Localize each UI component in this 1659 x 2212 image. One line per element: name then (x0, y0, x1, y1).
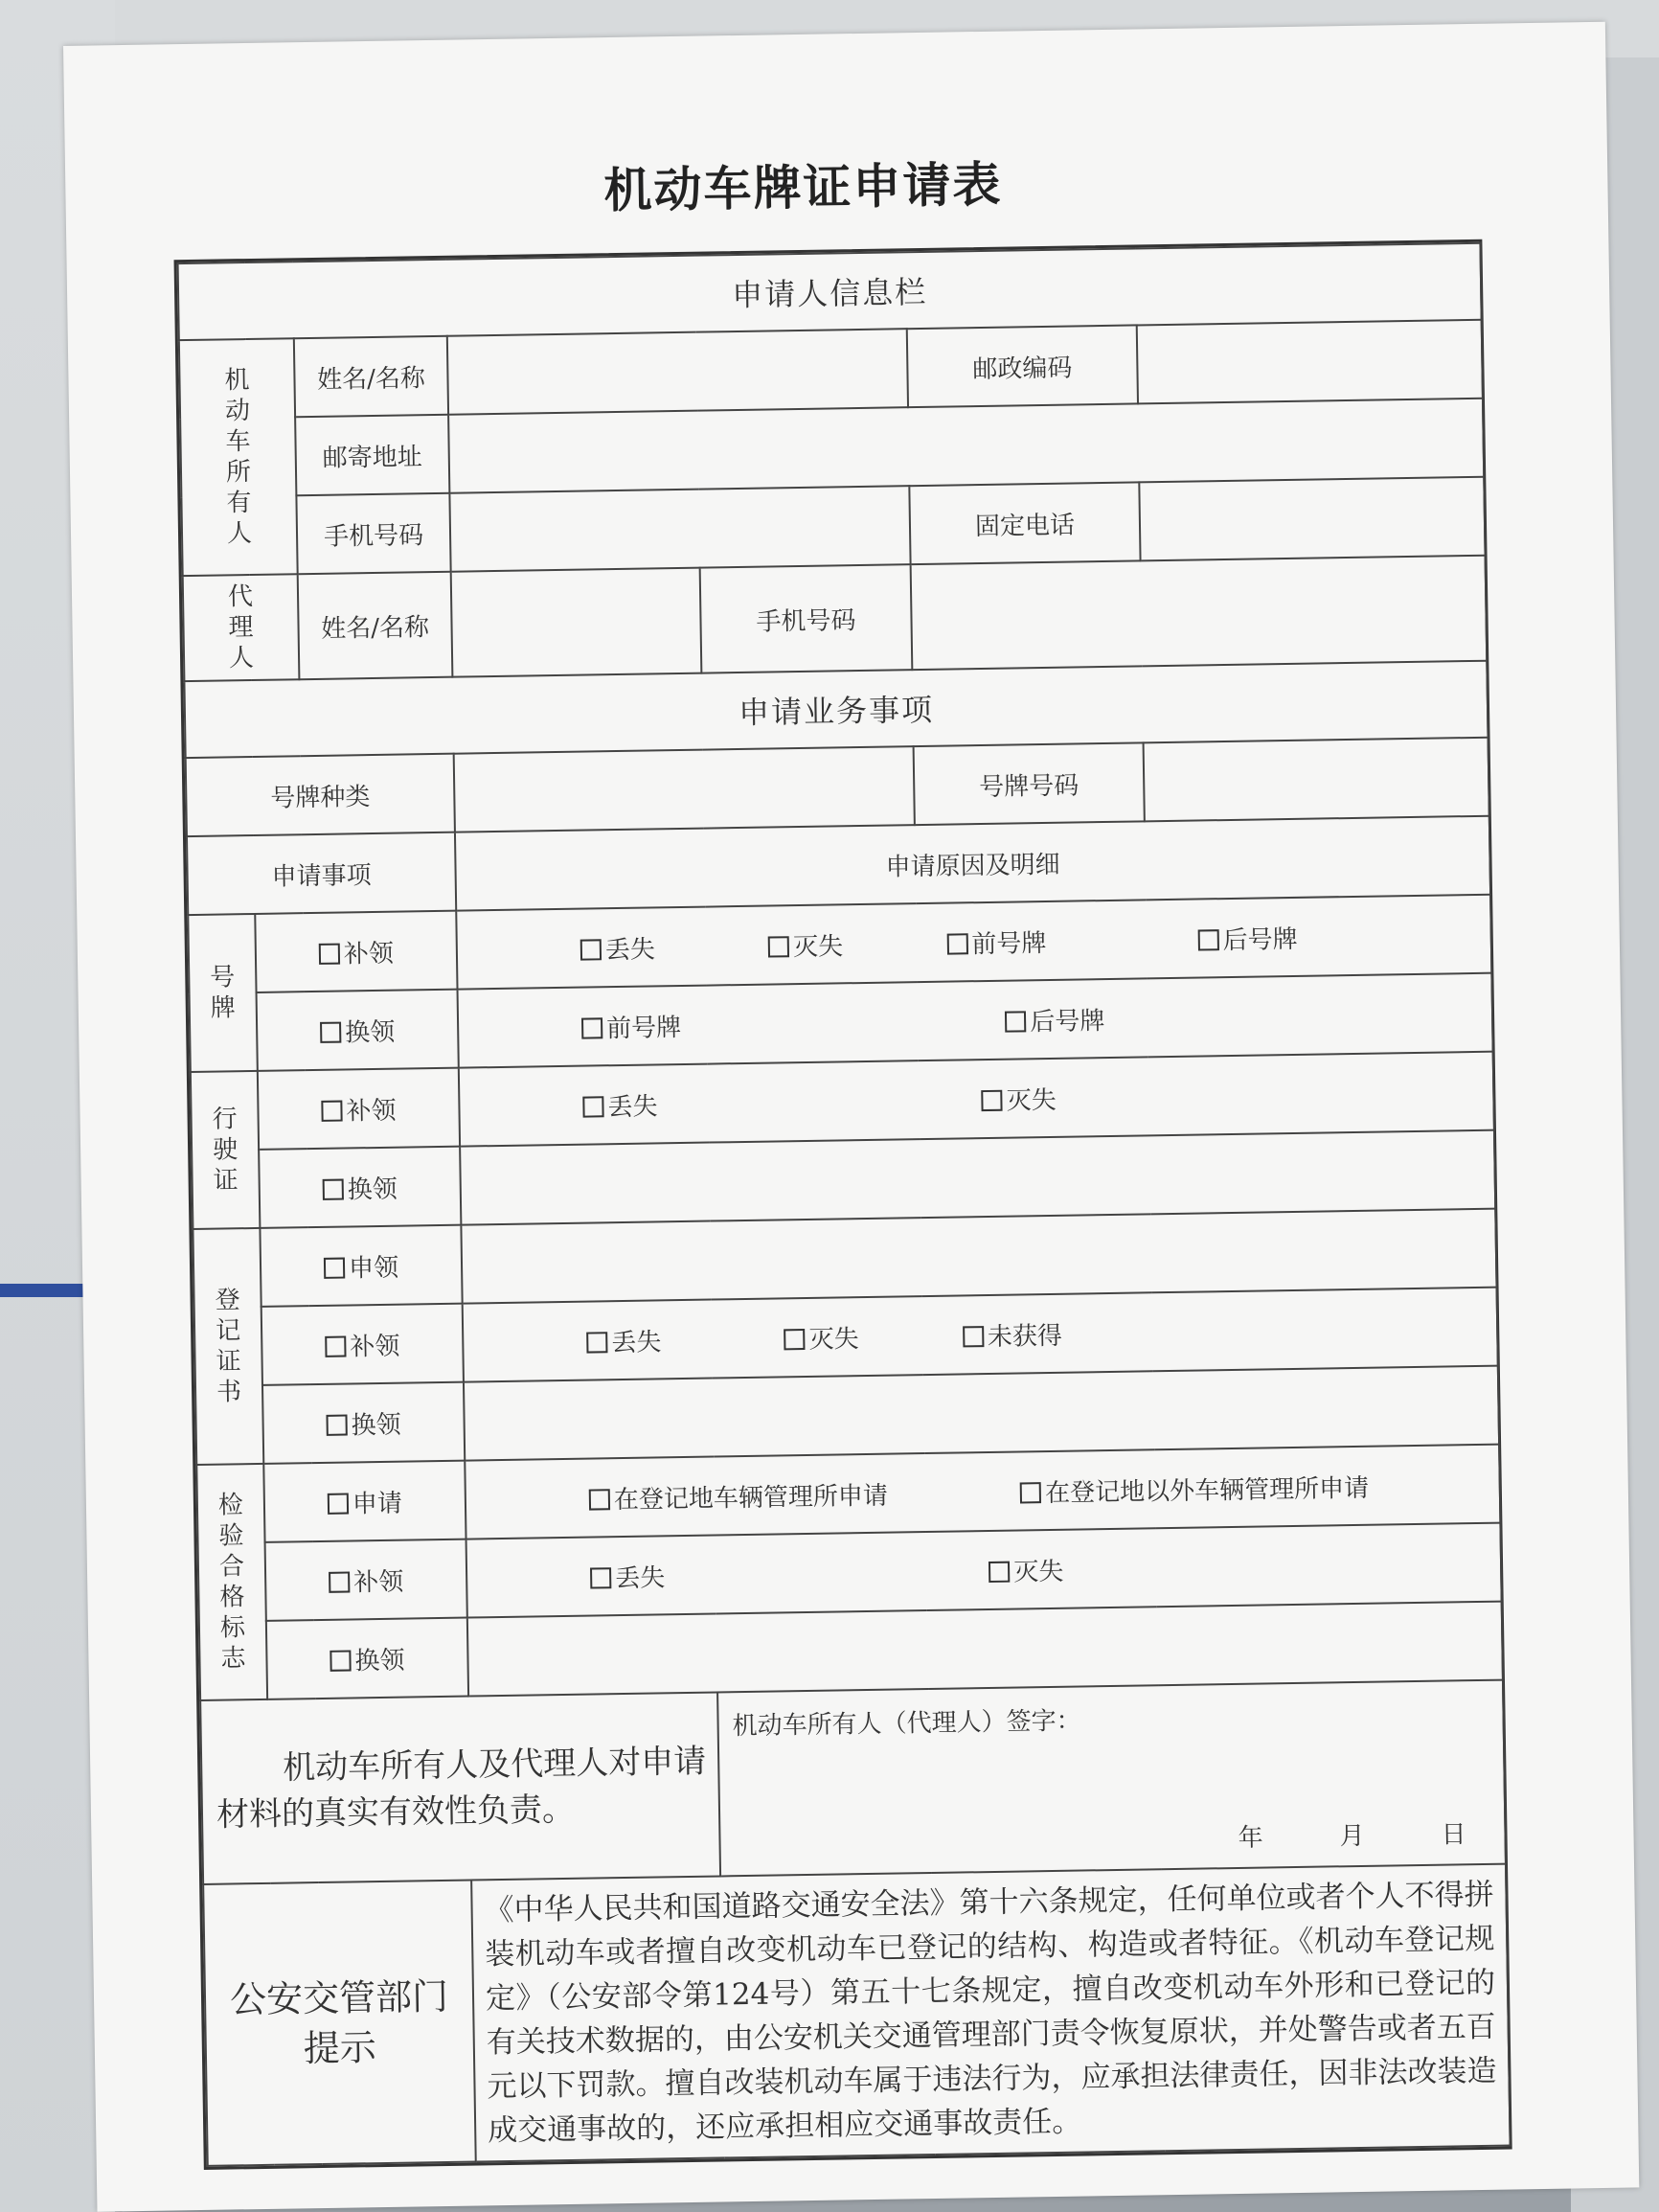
agent-name-field[interactable] (451, 568, 702, 677)
reason-label: 申请原因及明细 (455, 816, 1490, 911)
inspect-exchange-option[interactable]: 换领 (266, 1618, 468, 1699)
cert-reissue-option[interactable]: 补领 (261, 1304, 464, 1385)
day-label: 日 (1441, 1820, 1466, 1850)
month-label: 月 (1339, 1821, 1365, 1852)
cert-exchange-option[interactable]: 换领 (262, 1382, 465, 1464)
plate-number-field[interactable] (1144, 738, 1489, 822)
agent-mobile-field[interactable] (911, 556, 1488, 670)
plate-exchange-option[interactable]: 换领 (257, 990, 459, 1071)
cert-apply-option[interactable]: 申领 (260, 1225, 462, 1307)
inspect-lost-option[interactable]: 丢失 (590, 1558, 666, 1594)
postal-code-field[interactable] (1137, 320, 1483, 404)
inspect-apply-option[interactable]: 申请 (263, 1461, 466, 1542)
agent-label: 代 理 人 (183, 574, 300, 681)
plate-rear-option[interactable]: 后号牌 (1197, 919, 1298, 956)
plate-lost-option[interactable]: 丢失 (580, 929, 656, 966)
form-table (174, 239, 1512, 2170)
owner-name-label: 姓名/名称 (294, 336, 448, 418)
owner-mobile-label: 手机号码 (296, 493, 450, 575)
application-form-paper (63, 22, 1639, 2212)
owner-mobile-field[interactable] (449, 486, 910, 572)
owner-name-field[interactable] (447, 329, 908, 415)
landline-label: 固定电话 (909, 482, 1140, 564)
cert-group-label: 登 记 证 书 (193, 1228, 263, 1465)
license-exchange-option[interactable]: 换领 (259, 1147, 461, 1228)
cert-not-obtained-option[interactable]: 未获得 (963, 1315, 1063, 1353)
owner-label: 机 动 车 所 有 人 (179, 338, 298, 576)
plate-destroyed-option[interactable]: 灭失 (768, 926, 844, 963)
plate-ex-front-option[interactable]: 前号牌 (581, 1007, 682, 1044)
license-destroyed-option[interactable]: 灭失 (981, 1080, 1057, 1116)
business-section-heading: 申请业务事项 (184, 661, 1488, 758)
agent-mobile-label: 手机号码 (700, 564, 913, 673)
agent-name-label: 姓名/名称 (298, 572, 453, 679)
postal-code-label: 邮政编码 (907, 325, 1138, 407)
cert-destroyed-option[interactable]: 灭失 (784, 1319, 859, 1356)
landline-field[interactable] (1139, 477, 1485, 561)
plate-reissue-option[interactable]: 补领 (255, 911, 457, 992)
inspect-remote-option[interactable]: 在登记地以外车辆管理所申请 (1020, 1468, 1370, 1509)
mail-address-label: 邮寄地址 (295, 415, 449, 496)
checkbox[interactable] (320, 1021, 341, 1042)
inspect-local-option[interactable]: 在登记地车辆管理所申请 (589, 1475, 889, 1516)
checkbox[interactable] (319, 943, 340, 964)
inspect-group-label: 检 验 合 格 标 志 (196, 1464, 267, 1700)
tip-label: 公安交管部门提示 (203, 1881, 476, 2166)
date-labels (1161, 1814, 1466, 1855)
license-reissue-option[interactable]: 补领 (258, 1068, 460, 1150)
inspect-destroyed-option[interactable]: 灭失 (989, 1551, 1064, 1587)
plate-number-label: 号牌号码 (914, 742, 1145, 825)
tip-text: 《中华人民共和国道路交通安全法》第十六条规定，任何单位或者个人不得拼装机动车或者擅自改变机动车已登记的结构、构造或者特征。《机动车登记规定》（公安部令第124号）第五十七条规定，擅自改变机动车外形和已登记的有关技术数据的，由公安机关交通管理部门责令恢复原状，并处警告或者五百元以下罚款。擅自改装机动车属于违法行为，应承担法律责任，因非法改装造成交通事故的，还应承担相应交通事故责任。 (471, 1864, 1511, 2162)
cert-lost-option[interactable]: 丢失 (586, 1322, 662, 1358)
plate-group-label: 号 牌 (188, 914, 258, 1072)
year-label: 年 (1238, 1823, 1263, 1853)
form-title: 机动车牌证申请表 (602, 155, 1003, 219)
signature-label: 机动车所有人（代理人）签字： (732, 1706, 1081, 1742)
license-lost-option[interactable]: 丢失 (582, 1086, 658, 1123)
apply-item-label: 申请事项 (187, 832, 456, 915)
applicant-section-heading: 申请人信息栏 (178, 243, 1482, 340)
plate-type-label: 号牌种类 (186, 754, 455, 836)
plate-front-option[interactable]: 前号牌 (946, 923, 1047, 960)
plate-ex-rear-option[interactable]: 后号牌 (1005, 1001, 1105, 1038)
license-group-label: 行 驶 证 (191, 1071, 261, 1229)
signature-area[interactable] (717, 1680, 1506, 1877)
inspect-reissue-option[interactable]: 补领 (265, 1539, 467, 1621)
plate-type-field[interactable] (454, 746, 915, 832)
declaration-text: 机动车所有人及代理人对申请材料的真实有效性负责。 (200, 1692, 720, 1883)
